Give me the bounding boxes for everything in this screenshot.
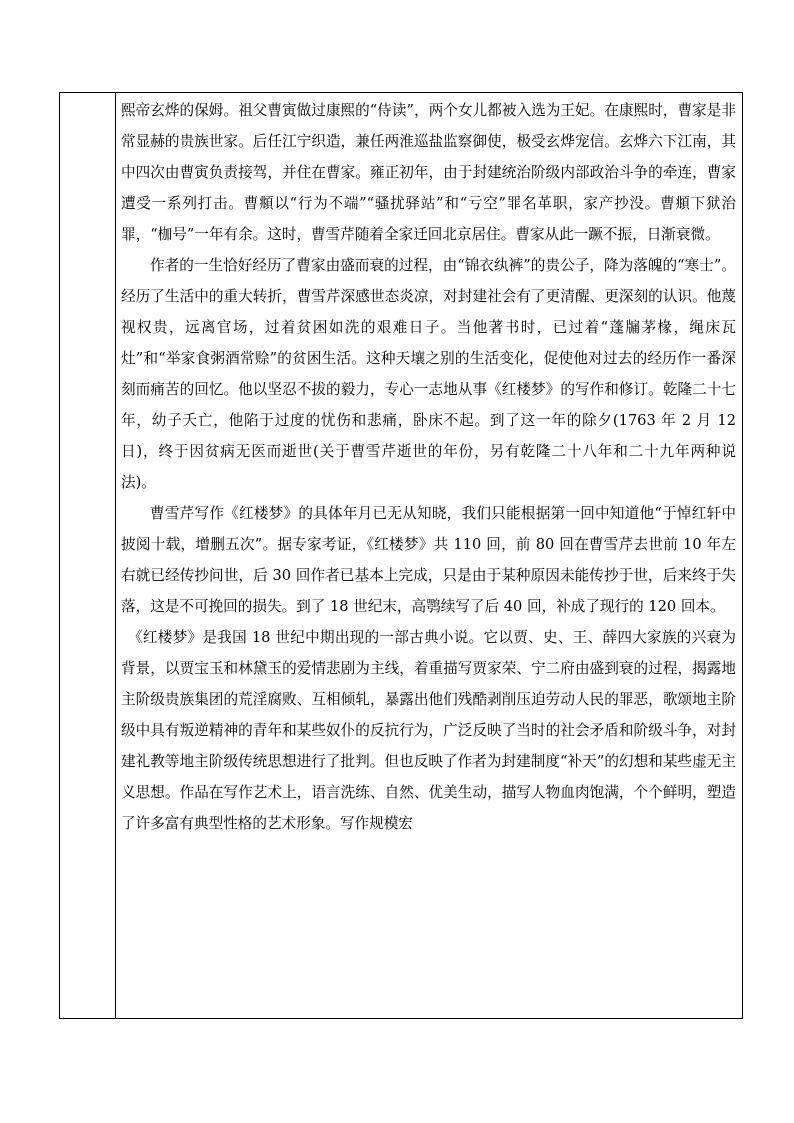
paragraph: 《红楼梦》是我国 18 世纪中期出现的一部古典小说。它以贾、史、王、薛四大家族的兴衰为背景，以贾宝玉和林黛玉的爱情悲剧为主线，着重描写贾家荣、宁二府由盛到衰的过程，揭露地主阶级贵族集团的荒淫腐败、互相倾轧，暴露出他们残酷剥削压迫劳动人民的罪恶，歌颂地主阶级中具有叛逆精神的青年和某些奴仆的反抗行为，广泛反映了当时的社会矛盾和阶级斗争，对封建礼教等地主阶级传统思想进行了批判。但也反映了作者为封建制度“补天”的幻想和某些虚无主义思想。作品在写作艺术上，语言洗练、自然、优美生动，描写人物血肉饱满，个个鲜明，塑造了许多富有典型性格的艺术形象。写作规模宏: [121, 629, 736, 832]
paragraph: 熙帝玄烨的保姆。祖父曹寅做过康熙的“侍读”，两个女儿都被入选为王妃。在康熙时，曹家是非常显赫的贵族世家。后任江宁织造，兼任两淮巡盐监察御使，极受玄烨宠信。玄烨六下江南，其中四次由曹寅负责接驾，并住在曹家。雍正初年，由于封建统治阶级内部政治斗争的牵连，曹家遭受一系列打击。曹頫以“行为不端”“骚扰驿站”和“亏空”罪名革职，家产抄没。曹頫下狱治罪，“枷号”一年有余。这时，曹雪芹随着全家迁回北京居住。曹家从此一蹶不振，日渐衰微。: [121, 102, 736, 243]
column-divider: [115, 93, 116, 1018]
document-table: [59, 92, 743, 1019]
paragraph: 作者的一生恰好经历了曹家由盛而衰的过程，由“锦衣纨裤”的贵公子，降为落魄的“寒士”。 经历了生活中的重大转折，曹雪芹深感世态炎凉，对封建社会有了更清醒、更深刻的认识。他蔑视权贵，远离官场，过着贫困如洗的艰难日子。当他著书时，已过着“蓬牖茅椽，绳床瓦灶”和“举家食粥酒常赊”的贫困生活。这种天壤之别的生活变化，促使他对过去的经历作一番深刻而痛苦的回忆。他以坚忍不拔的毅力，专心一志地从事《红楼梦》的写作和修订。乾隆二十七年，幼子夭亡，他陷于过度的忧伤和悲痛，卧床不起。到了这一年的除夕(1763 年 2 月 12 日)，终于因贫病无医而逝世(关于曹雪芹逝世的年份，另有乾隆二十八年和二十九年两种说法)。: [121, 257, 736, 491]
text-cell: [121, 95, 736, 839]
paragraph: 曹雪芹写作《红楼梦》的具体年月已无从知晓，我们只能根据第一回中知道他“于悼红轩中披阅十载，增删五次”。据专家考证，《红楼梦》共 110 回，前 80 回在曹雪芹去世前 10 年左右就已经传抄问世，后 30 回作者已基本上完成，只是由于某种原因未能传抄于世，后来终于失落，这是不可挽回的损失。到了 18 世纪末，高鹗续写了后 40 回，补成了现行的 120 回本。: [121, 505, 736, 615]
